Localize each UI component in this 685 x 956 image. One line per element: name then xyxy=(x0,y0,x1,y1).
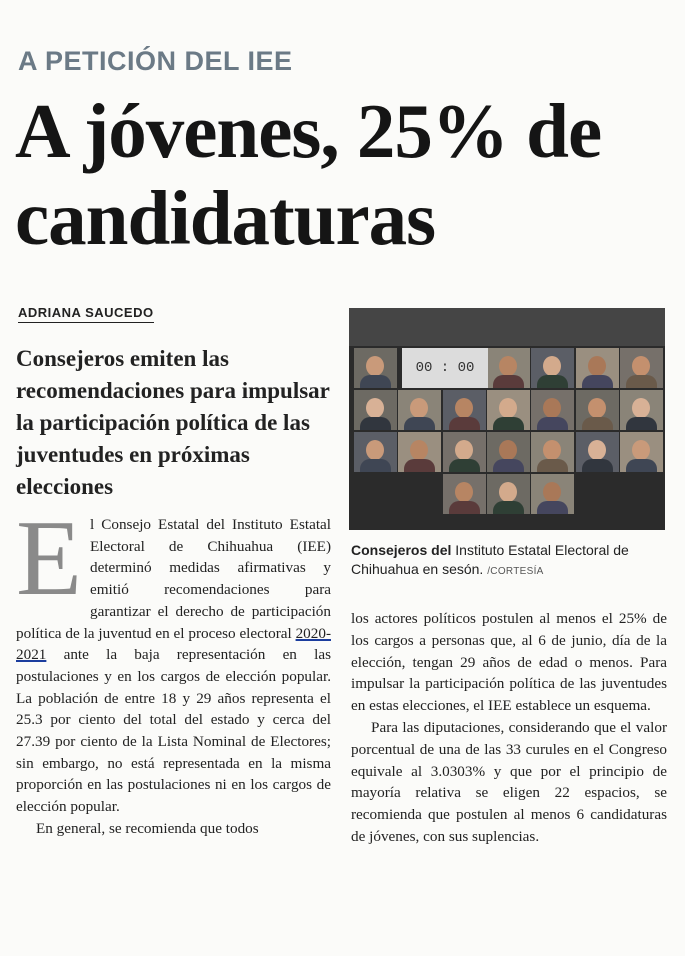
participant-tile xyxy=(576,348,619,388)
participant-face xyxy=(499,440,517,460)
participant-face xyxy=(499,356,517,376)
article-subhead: Consejeros emiten las recomendaciones para impulsar la participación política de las juventudes en próximas elecciones xyxy=(16,346,330,499)
participant-tile xyxy=(620,348,663,388)
participant-tile xyxy=(576,390,619,430)
participant-face xyxy=(410,398,428,418)
participant-body xyxy=(537,459,568,472)
participant-body xyxy=(360,417,391,430)
participant-face xyxy=(632,356,650,376)
participant-tile xyxy=(620,432,663,472)
participant-body xyxy=(582,459,613,472)
participant-tile xyxy=(398,432,441,472)
participant-body xyxy=(360,375,391,388)
participant-tile xyxy=(487,390,530,430)
participant-face xyxy=(543,356,561,376)
electoral-year: 2020-2021 xyxy=(16,624,331,664)
drop-cap: E xyxy=(16,499,82,618)
participant-face xyxy=(499,398,517,418)
participant-tile xyxy=(398,390,441,430)
participant-body xyxy=(537,501,568,514)
caption-text: Instituto Estatal Electoral de Chihuahua en sesón. xyxy=(351,542,629,577)
photo-header-bar xyxy=(349,308,665,346)
body-paragraph-1 xyxy=(16,499,331,818)
participant-body xyxy=(493,375,524,388)
participant-body xyxy=(493,459,524,472)
participant-body xyxy=(404,459,435,472)
participant-tile xyxy=(443,474,486,514)
participant-face xyxy=(455,398,473,418)
participant-face xyxy=(366,398,384,418)
participant-body xyxy=(360,459,391,472)
participant-body xyxy=(449,459,480,472)
participant-tile xyxy=(531,348,574,388)
body-p1-text-b: ante la baja representación en las postulaciones y en los cargos de elección popular. La población de entre 18 y 29 años representa el 25.3 por ciento del total del estado y cerca del 27.39 por ciento de la Lista Nominal de Electores; sin embargo, no está representada en la misma proporción en las postulaciones ni en los cargos de elección popular. xyxy=(16,646,331,816)
photo-credit: /CORTESÍA xyxy=(487,566,544,577)
participant-tile xyxy=(354,432,397,472)
article-headline: A jóvenes, 25% de candidaturas xyxy=(15,88,602,261)
participant-body xyxy=(449,501,480,514)
participant-body xyxy=(626,417,657,430)
participant-body xyxy=(582,417,613,430)
article-column-right xyxy=(351,608,667,848)
article-byline: ADRIANA SAUCEDO xyxy=(18,305,154,323)
photo-caption xyxy=(351,541,667,581)
article-column-left xyxy=(16,499,331,840)
participant-face xyxy=(366,440,384,460)
participant-face xyxy=(543,398,561,418)
participant-face xyxy=(543,440,561,460)
participant-tile xyxy=(576,432,619,472)
participant-body xyxy=(493,501,524,514)
participant-tile xyxy=(443,432,486,472)
meeting-photo xyxy=(349,308,665,530)
participant-face xyxy=(543,482,561,502)
participant-face xyxy=(410,440,428,460)
participant-tile xyxy=(531,390,574,430)
participant-face xyxy=(588,356,606,376)
masthead-remnant xyxy=(0,0,685,40)
body-paragraph-2-start: En general, se recomienda que todos xyxy=(36,819,259,837)
participant-face xyxy=(455,440,473,460)
participant-tile xyxy=(354,390,397,430)
participant-face xyxy=(588,440,606,460)
participant-body xyxy=(582,375,613,388)
participant-face xyxy=(366,356,384,376)
participant-body xyxy=(404,417,435,430)
participant-tile xyxy=(531,474,574,514)
participant-tile xyxy=(531,432,574,472)
participant-body xyxy=(449,417,480,430)
body-paragraph-3: Para las diputaciones, considerando que el valor porcentual de una de las 33 curules en el Congreso equivale al 3.0303% y que por el principio de mayoría relativa se eligen 22 espacios, se recomienda que postulen al menos 6 candidaturas de jóvenes, con sus suplencias. xyxy=(351,718,667,845)
participant-face xyxy=(588,398,606,418)
participant-body xyxy=(493,417,524,430)
participant-tile xyxy=(620,390,663,430)
body-paragraph-2-cont: los actores políticos postulen al menos el 25% de los cargos a personas que, al 6 de junio, día de la elección, tengan 29 años de edad o menos. Para impulsar la participación política de las juventudes en estas elecciones, el IEE establece un esquema. xyxy=(351,610,667,715)
article-kicker: A PETICIÓN DEL IEE xyxy=(18,46,293,76)
participant-tile xyxy=(443,390,486,430)
participant-face xyxy=(455,482,473,502)
participant-face xyxy=(632,440,650,460)
participant-body xyxy=(626,375,657,388)
participant-body xyxy=(537,417,568,430)
session-timer: 00 : 00 xyxy=(402,348,488,388)
caption-bold: Consejeros del xyxy=(351,542,452,558)
participant-body xyxy=(537,375,568,388)
participant-face xyxy=(632,398,650,418)
participant-tile xyxy=(354,348,397,388)
participant-tile xyxy=(487,432,530,472)
body-p1-text-a: l Consejo Estatal del Instituto Estatal Electoral de Chihuahua (IEE) determinó medidas afirmativas y emitió recomendaciones para garantizar el derecho de participación política de la juventud en el proceso electoral xyxy=(16,516,331,642)
participant-body xyxy=(626,459,657,472)
participant-tile xyxy=(487,474,530,514)
participant-tile xyxy=(487,348,530,388)
participant-face xyxy=(499,482,517,502)
